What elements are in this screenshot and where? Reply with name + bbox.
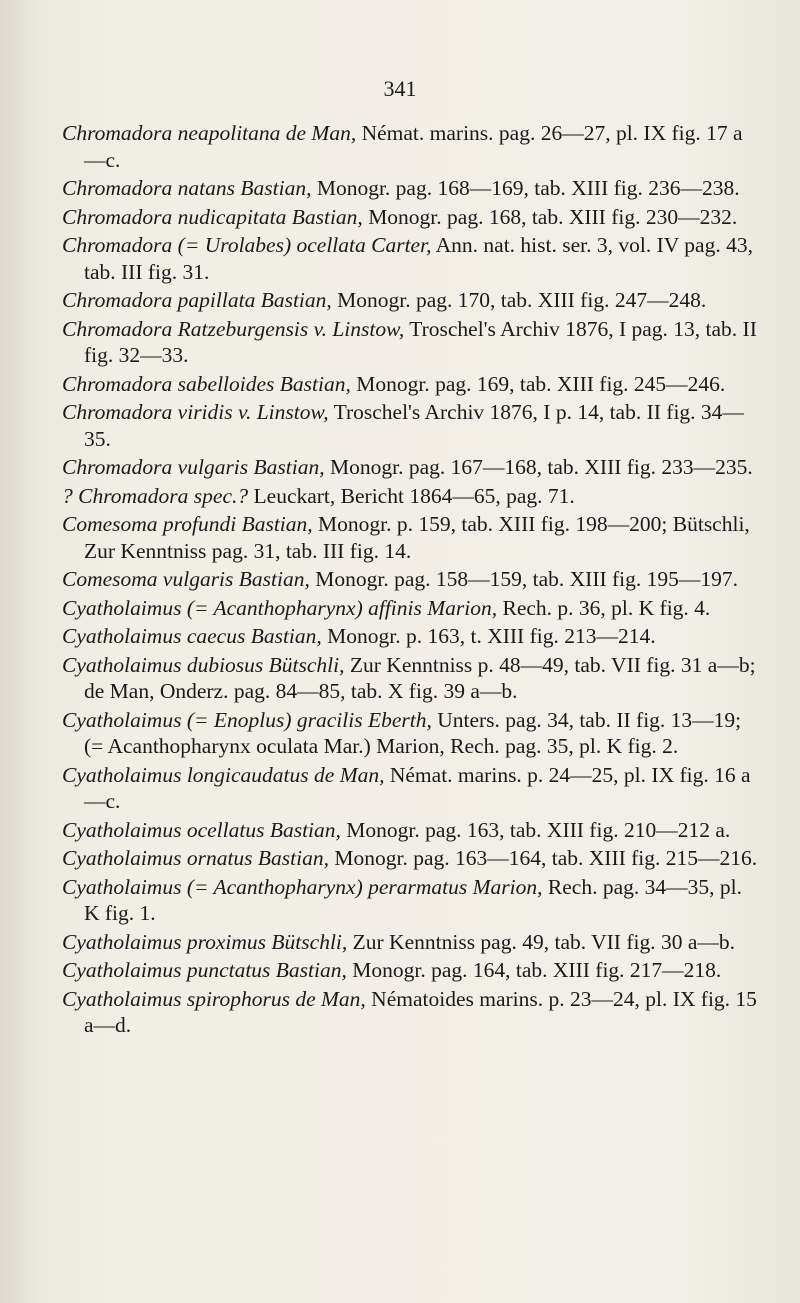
- list-item: [62, 929, 762, 956]
- taxon-name: Cyatholaimus longicaudatus de Man,: [62, 762, 385, 787]
- list-item: [62, 652, 762, 705]
- reference-text: Monogr. pag. 158—159, tab. XIII fig. 195—197.: [309, 567, 739, 591]
- list-item: [62, 874, 762, 927]
- taxon-name: Cyatholaimus ocellatus Bastian,: [62, 817, 341, 842]
- taxon-name: Chromadora Ratzeburgensis v. Linstow,: [62, 316, 405, 341]
- reference-text: Monogr. pag. 163, tab. XIII fig. 210—212 a.: [340, 817, 731, 842]
- taxon-name: Cyatholaimus proximus Bütschli,: [62, 929, 348, 954]
- reference-text: Monogr. p. 163, t. XIII fig. 213—214.: [321, 624, 656, 648]
- list-item: [62, 316, 762, 369]
- list-item: [62, 845, 762, 872]
- reference-text: Rech. pag. 34—35, pl. K fig. 1.: [84, 874, 742, 925]
- list-item: [62, 595, 762, 622]
- reference-text: Monogr. pag. 167—168, tab. XIII fig. 233—235.: [324, 455, 753, 479]
- bibliography-list: [62, 120, 762, 1041]
- reference-text: Monogr. p. 159, tab. XIII fig. 198—200; Bütschli, Zur Kenntniss pag. 31, tab. III fig. 14.: [84, 512, 750, 563]
- reference-text: Monogr. pag. 169, tab. XIII fig. 245—246.: [350, 371, 726, 396]
- reference-text: Monogr. pag. 163—164, tab. XIII fig. 215—216.: [328, 846, 758, 870]
- taxon-name: Chromadora viridis v. Linstow,: [62, 400, 329, 424]
- reference-text: Zur Kenntniss pag. 49, tab. VII fig. 30 a—b.: [347, 929, 736, 954]
- taxon-name: Cyatholaimus ornatus Bastian,: [62, 846, 329, 870]
- list-item: [62, 511, 762, 564]
- reference-text: Troschel's Archiv 1876, I p. 14, tab. II fig. 34—35.: [84, 400, 744, 451]
- reference-text: Némat. marins. pag. 26—27, pl. IX fig. 17 a—c.: [84, 121, 743, 172]
- taxon-name: Chromadora vulgaris Bastian,: [62, 455, 325, 479]
- list-item: [62, 120, 762, 173]
- taxon-name: Cyatholaimus (= Enoplus) gracilis Eberth,: [62, 707, 432, 732]
- list-item: [62, 957, 762, 984]
- list-item: [62, 566, 762, 593]
- list-item: [62, 483, 762, 510]
- taxon-name: Cyatholaimus caecus Bastian,: [62, 624, 322, 648]
- list-item: [62, 287, 762, 314]
- list-item: [62, 454, 762, 481]
- list-item: [62, 762, 762, 815]
- taxon-name: ? Chromadora spec.?: [62, 483, 249, 508]
- reference-text: Monogr. pag. 170, tab. XIII fig. 247—248.: [331, 288, 707, 312]
- taxon-name: Chromadora papillata Bastian,: [62, 288, 332, 312]
- taxon-name: Cyatholaimus punctatus Bastian,: [62, 958, 347, 982]
- list-item: [62, 623, 762, 650]
- taxon-name: Chromadora nudicapitata Bastian,: [62, 204, 363, 229]
- reference-text: Monogr. pag. 168—169, tab. XIII fig. 236—238.: [311, 176, 740, 200]
- list-item: [62, 707, 762, 760]
- taxon-name: Chromadora natans Bastian,: [62, 176, 312, 200]
- reference-text: Monogr. pag. 164, tab. XIII fig. 217—218.: [346, 958, 722, 982]
- reference-text: Zur Kenntniss p. 48—49, tab. VII fig. 31 a—b; de Man, Onderz. pag. 84—85, tab. X fig. 39 a—b.: [84, 652, 756, 703]
- taxon-name: Cyatholaimus (= Acanthopharynx) affinis Marion,: [62, 595, 498, 620]
- list-item: [62, 175, 762, 202]
- list-item: [62, 817, 762, 844]
- reference-text: Rech. p. 36, pl. K fig. 4.: [497, 595, 711, 620]
- list-item: [62, 986, 762, 1039]
- taxon-name: Chromadora sabelloides Bastian,: [62, 371, 351, 396]
- taxon-name: Cyatholaimus spirophorus de Man,: [62, 986, 366, 1011]
- page-number: 341: [383, 76, 417, 101]
- taxon-name: Chromadora neapolitana de Man,: [62, 121, 357, 145]
- reference-text: Leuckart, Bericht 1864—65, pag. 71.: [248, 483, 575, 508]
- reference-text: Ann. nat. hist. ser. 3, vol. IV pag. 43, tab. III fig. 31.: [84, 233, 753, 284]
- list-item: [62, 232, 762, 285]
- taxon-name: Comesoma profundi Bastian,: [62, 512, 313, 536]
- taxon-name: Cyatholaimus dubiosus Bütschli,: [62, 652, 345, 677]
- list-item: [62, 371, 762, 398]
- reference-text: Nématoides marins. p. 23—24, pl. IX fig. 15 a—d.: [84, 986, 757, 1037]
- reference-text: Unters. pag. 34, tab. II fig. 13—19; (= Acanthopharynx oculata Mar.) Marion, Rech. pag. 35, pl. K fig. 2.: [84, 707, 742, 758]
- reference-text: Némat. marins. p. 24—25, pl. IX fig. 16 a—c.: [84, 762, 751, 813]
- reference-text: Troschel's Archiv 1876, I pag. 13, tab. II fig. 32—33.: [84, 316, 757, 367]
- taxon-name: Cyatholaimus (= Acanthopharynx) perarmatus Marion,: [62, 874, 543, 899]
- reference-text: Monogr. pag. 168, tab. XIII fig. 230—232.: [362, 204, 738, 229]
- taxon-name: Comesoma vulgaris Bastian,: [62, 567, 310, 591]
- list-item: [62, 399, 762, 452]
- taxon-name: Chromadora (= Urolabes) ocellata Carter,: [62, 233, 432, 257]
- list-item: [62, 204, 762, 231]
